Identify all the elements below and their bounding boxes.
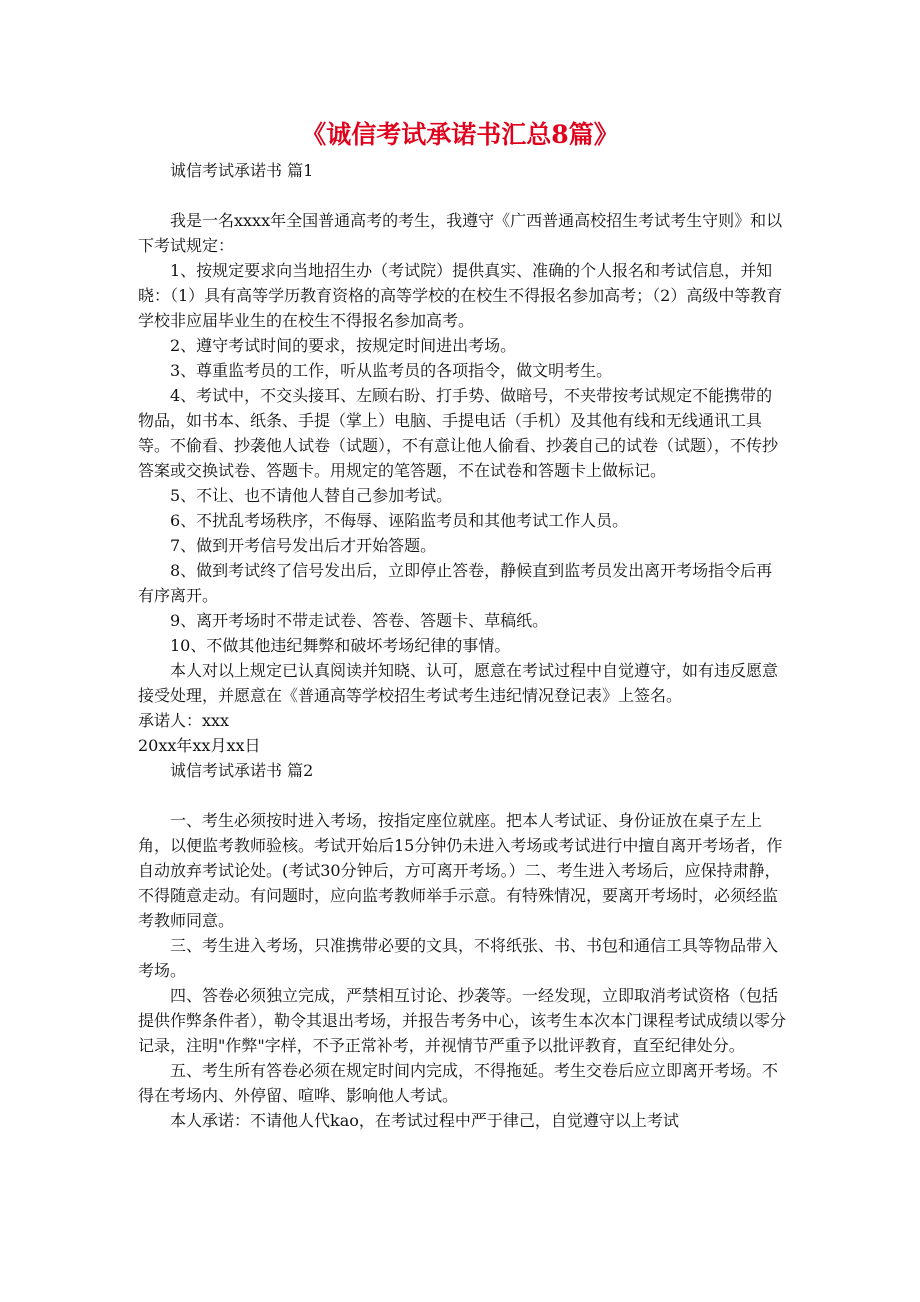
document-title: 《诚信考试承诺书汇总8篇》 — [301, 120, 619, 149]
spacer — [138, 183, 786, 208]
section-1-paragraph-6: 5、不让、也不请他人替自己参加考试。 — [170, 486, 453, 505]
section-2-paragraph-4: 五、考生所有答卷必须在规定时间内完成，不得拖延。考生交卷后应立即离开考场。不得在考场内、外停留、喧哗、影响他人考试。 — [138, 1061, 779, 1105]
section-1-paragraph-11: 10、不做其他违纪舞弊和破坏考场纪律的事情。 — [170, 636, 511, 655]
section-2-paragraph-1: 一、考生必须按时进入考场，按指定座位就座。把本人考试证、身份证放在桌子左上角，以便监考教师验核。考试开始后15分钟仍未进入考场或考试进行中擅自离开考场者，作自动放弃考试论处。(考试30分钟后，方可离开考场。）二、考生进入考场后，应保持肃静，不得随意走动。有问题时，应向监考教师举手示意。有特殊情况，要离开考场时，必须经监考教师同意。 — [138, 811, 783, 930]
spacer — [138, 783, 786, 808]
section-1-paragraph-7: 6、不扰乱考场秩序，不侮辱、诬陷监考员和其他考试工作人员。 — [170, 511, 629, 530]
section-1-paragraph-5: 4、考试中，不交头接耳、左顾右盼、打手势、做暗号，不夹带按考试规定不能携带的物品，如书本、纸条、手提（掌上）电脑、手提电话（手机）及其他有线和无线通讯工具等。不偷看、抄袭他人试卷（试题），不有意让他人偷看、抄袭自己的试卷（试题），不传抄答案或交换试卷、答题卡。用规定的笔答题，不在试卷和答题卡上做标记。 — [138, 386, 779, 480]
section-1-paragraph-9: 8、做到考试终了信号发出后，立即停止答卷，静候直到监考员发出离开考场指令后再有序离开。 — [138, 561, 773, 605]
section-2-heading: 诚信考试承诺书 篇2 — [170, 761, 314, 780]
section-1-paragraph-8: 7、做到开考信号发出后才开始答题。 — [170, 536, 437, 555]
document-body — [138, 158, 786, 1133]
section-2-paragraph-5: 本人承诺：不请他人代kao，在考试过程中严于律己，自觉遵守以上考试 — [170, 1111, 679, 1130]
section-2-paragraph-2: 三、考生进入考场，只准携带必要的文具，不将纸张、书、书包和通信工具等物品带入考场。 — [138, 936, 779, 980]
section-1-paragraph-12: 本人对以上规定已认真阅读并知晓、认可，愿意在考试过程中自觉遵守，如有违反愿意接受处理，并愿意在《普通高等学校招生考试考生违纪情况登记表》上签名。 — [138, 661, 779, 705]
date-line: 20xx年xx月xx日 — [138, 736, 261, 755]
section-2-paragraph-3: 四、答卷必须独立完成，严禁相互讨论、抄袭等。一经发现，立即取消考试资格（包括提供作弊条件者），勒令其退出考场，并报告考务中心，该考生本次本门课程考试成绩以零分记录，注明"作弊"字样，不予正常补考，并视情节严重予以批评教育，直至纪律处分。 — [138, 986, 787, 1055]
section-1-paragraph-10: 9、离开考场时不带走试卷、答卷、答题卡、草稿纸。 — [170, 611, 549, 630]
section-1-paragraph-1: 我是一名xxxx年全国普通高考的考生，我遵守《广西普通高校招生考试考生守则》和以下考试规定： — [138, 211, 783, 255]
section-1-paragraph-4: 3、尊重监考员的工作，听从监考员的各项指令，做文明考生。 — [170, 361, 613, 380]
section-1-paragraph-3: 2、遵守考试时间的要求，按规定时间进出考场。 — [170, 336, 517, 355]
section-1-paragraph-2: 1、按规定要求向当地招生办（考试院）提供真实、准确的个人报名和考试信息，并知晓：（1）具有高等学历教育资格的高等学校的在校生不得报名参加高考；（2）高级中等教育学校非应届毕业生的在校生不得报名参加高考。 — [138, 261, 783, 330]
section-1-heading: 诚信考试承诺书 篇1 — [170, 161, 314, 180]
signer-line: 承诺人：xxx — [138, 711, 230, 730]
